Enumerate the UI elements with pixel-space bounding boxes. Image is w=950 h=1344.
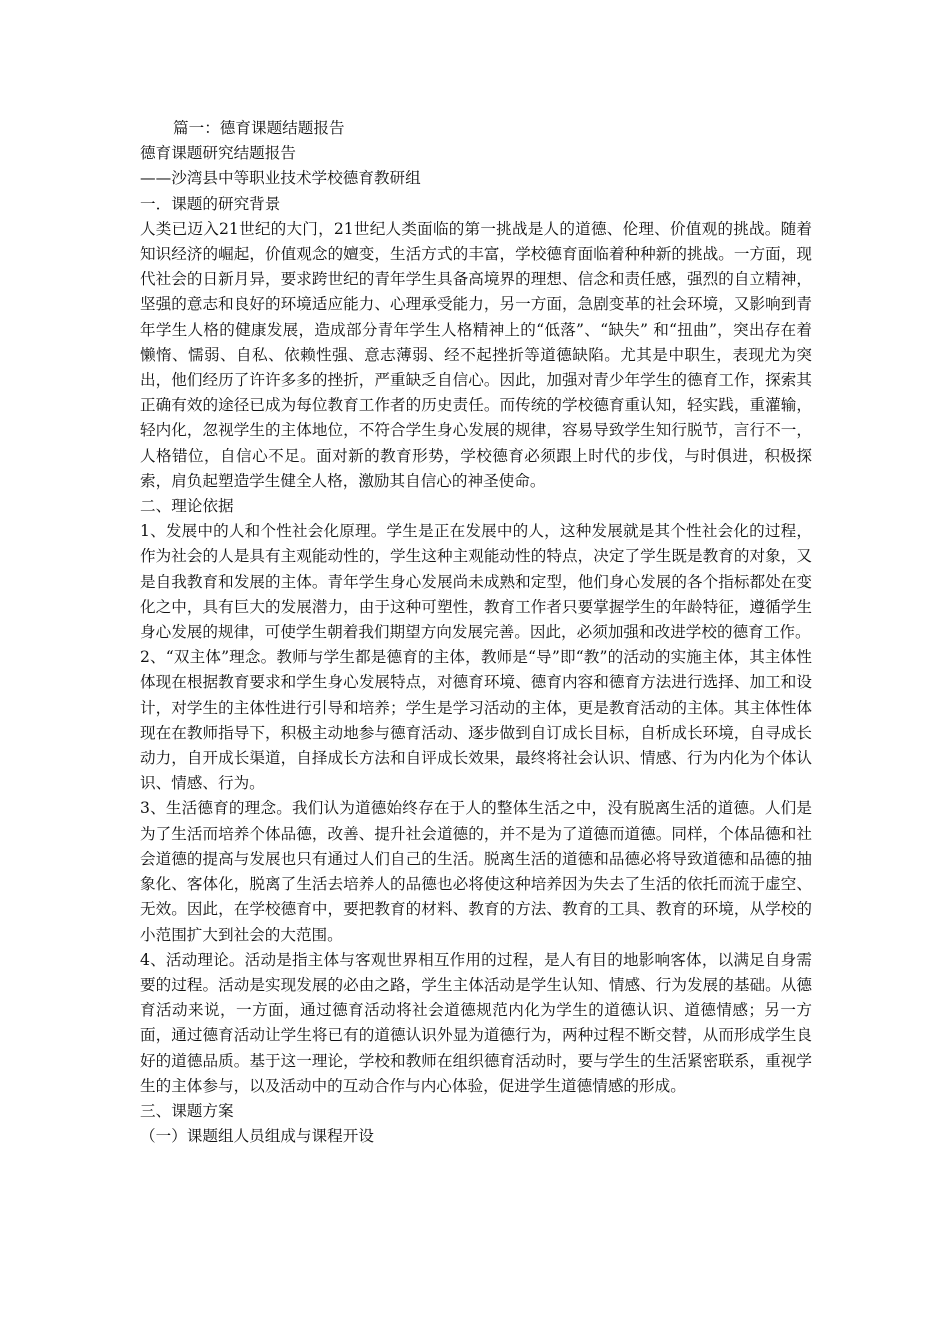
author-line: ——沙湾县中等职业技术学校德育教研组: [140, 169, 421, 188]
plan-subheading: （一）课题组人员组成与课程开设: [140, 1127, 374, 1146]
chapter-title: 篇一：德育课题结题报告: [173, 119, 345, 137]
theory-paragraph-2: 2、“双主体”理念。教师与学生都是德育的主体，教师是“导”即“教”的活动的实施主体，其主体性体现在根据教育要求和学生身心发展特点，对德育环境、德育内容和德育方法进行选择、加工和设计，对学生的主体性进行引导和培养；学生是学习活动的主体，更是教育活动的主体。其主体性体现在在教师指导下，积极主动地参与德育活动、逐步做到自订成长目标，自析成长环境，自寻成长动力，自开成长渠道，自择成长方法和自评成长效果，最终将社会认识、情感、行为内化为个体认识、情感、行为。: [140, 648, 812, 793]
section-heading-background: 一．课题的研究背景: [140, 194, 281, 213]
theory-paragraph-3: 3、生活德育的理念。我们认为道德始终存在于人的整体生活之中，没有脱离生活的道德。人们是为了生活而培养个体品德，改善、提升社会道德的，并不是为了道德而道德。同样，个体品德和社会道德的提高与发展也只有通过人们自己的生活。脱离生活的道德和品德必将导致道德和品德的抽象化、客体化，脱离了生活去培养人的品德也必将使这种培养因为失去了生活的依托而流于虚空、无效。因此，在学校德育中，要把教育的材料、教育的方法、教育的工具、教育的环境，从学校的小范围扩大到社会的大范围。: [140, 799, 812, 944]
background-paragraph: 人类已迈入21世纪的大门，21世纪人类面临的第一挑战是人的道德、伦理、价值观的挑战。随着知识经济的崛起，价值观念的嬗变，生活方式的丰富，学校德育面临着种种新的挑战。一方面，现代社会的日新月异，要求跨世纪的青年学生具备高境界的理想、信念和责任感，强烈的自立精神，坚强的意志和良好的环境适应能力、心理承受能力，另一方面，急剧变革的社会环境，又影响到青年学生人格的健康发展，造成部分青年学生人格精神上的“低落”、“缺失” 和“扭曲”，突出存在着懒惰、懦弱、自私、依赖性强、意志薄弱、经不起挫折等道德缺陷。尤其是中职生，表现尤为突出，他们经历了许许多多的挫折，严重缺乏自信心。因此，加强对青少年学生的德育工作，探索其正确有效的途径已成为每位教育工作者的历史责任。而传统的学校德育重认知，轻实践，重灌输，轻内化，忽视学生的主体地位，不符合学生身心发展的规律，容易导致学生知行脱节，言行不一，人格错位，自信心不足。面对新的教育形势，学校德育必须跟上时代的步伐，与时俱进，积极探索，肩负起塑造学生健全人格，激励其自信心的神圣使命。: [140, 219, 812, 490]
theory-paragraph-4: 4、活动理论。活动是指主体与客观世界相互作用的过程，是人有目的地影响客体，以满足自身需要的过程。活动是实现发展的必由之路，学生主体活动是学生认知、情感、行为发展的基础。从德育活动来说，一方面，通过德育活动将社会道德规范内化为学生的道德认识、道德情感；另一方面，通过德育活动让学生将已有的道德认识外显为道德行为，两种过程不断交替，从而形成学生良好的道德品质。基于这一理论，学校和教师在组织德育活动时，要与学生的生活紧密联系，重视学生的主体参与，以及活动中的互动合作与内心体验，促进学生道德情感的形成。: [140, 950, 812, 1095]
section-heading-theory: 二、理论依据: [140, 497, 234, 516]
report-title: 德育课题研究结题报告: [140, 144, 296, 163]
section-heading-plan: 三、课题方案: [140, 1101, 234, 1120]
document-page: [140, 116, 812, 1149]
theory-paragraph-1: 1、发展中的人和个性社会化原理。学生是正在发展中的人，这种发展就是其个性社会化的过程，作为社会的人是具有主观能动性的，学生这种主观能动性的特点，决定了学生既是教育的对象，又是自我教育和发展的主体。青年学生身心发展尚未成熟和定型，他们身心发展的各个指标都处在变化之中，具有巨大的发展潜力，由于这种可塑性，教育工作者只要掌握学生的年龄特征，遵循学生身心发展的规律，可使学生朝着我们期望方向发展完善。因此，必须加强和改进学校的德育工作。: [140, 522, 812, 642]
